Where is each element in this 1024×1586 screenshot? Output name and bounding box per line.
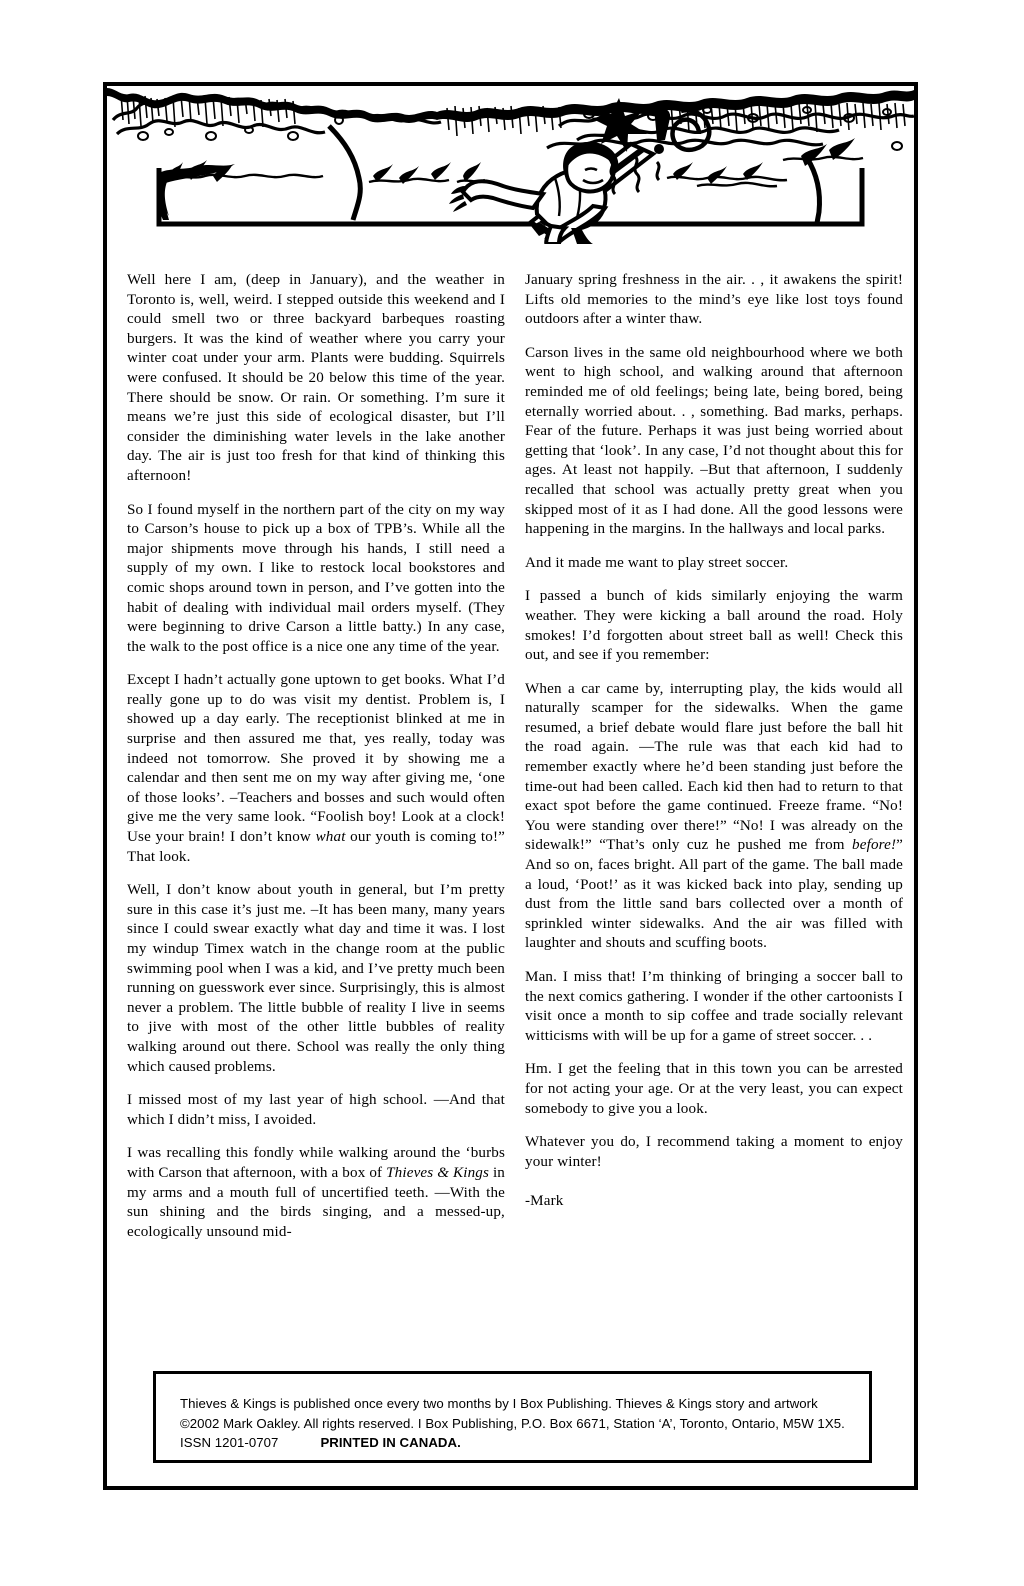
paragraph: Man. I miss that! I’m thinking of bringing a soccer ball to the next comics gathering. I wonder if the other cartoonists I visit once a month to sip coffee and trade socially relevant witticisms with will be up for a game of street soccer. . . — [525, 969, 903, 1044]
article-column-right — [525, 271, 903, 1242]
paragraph: I missed most of my last year of high school. —And that which I didn’t miss, I avoided. — [127, 1092, 505, 1128]
emphasis-what: what — [315, 829, 346, 846]
paragraph: Whatever you do, I recommend taking a moment to enjoy your winter! — [525, 1134, 903, 1170]
paragraph: Well here I am, (deep in January), and the weather in Toronto is, well, weird. I stepped outside this weekend and I could smell two or three backyard barbeques roasting burgers. It was the kind of weather where you carry your winter coat under your arm. Plants were budding. Squirrels were confused. It should be 20 below this time of the year. There should be snow. Or rain. Or something. I’m sure it means we’re just this side of ecological disaster, but I’ll consider the diminishing water levels in the lake another day. The air is just too fresh for that kind of thinking this afternoon! — [127, 272, 505, 484]
paragraph-text-tail: ” And so on, faces bright. All part of the game. The ball made a loud, ‘Poot!’ as it was kicked back into play, sending up dust from the little sand bars collected over a month of sprinkled winter sidewalks. And the air was filled with laughter and shouts and scuffing boots. — [525, 837, 903, 952]
emphasis-before: before! — [852, 837, 897, 854]
colophon-legal-line: Thieves & Kings is published once every two months by I Box Publishing. Thieves & Kings story and artwork ©2002 Mark Oakley. All rights reserved. I Box Publishing, P.O. Box 6671, Station ‘A’, Toronto, Ontario, M5W 1X5. ISSN 1201-0707 — [180, 1396, 845, 1450]
title-thieves-and-kings: Thieves & Kings — [386, 1164, 490, 1181]
article-column-left — [127, 271, 505, 1242]
paragraph: So I found myself in the northern part of the city on my way to Carson’s house to pick up a box of TPB’s. While all the major shipments move through his hands, I still need a supply of my own. I like to restock local bookstores and comic shops around town in person, and I’ve gotten into the habit of dealing with individual mail orders myself. (They were beginning to drive Carson a little batty.) In any case, the walk to the post office is a nice one any time of the year. — [127, 501, 505, 655]
page-border-frame — [103, 82, 918, 1490]
paragraph: January spring freshness in the air. . , it awakens the spirit! Lifts old memories to the mind’s eye like lost toys found outdoors after a winter thaw. — [525, 272, 903, 328]
header-illustration — [107, 86, 914, 244]
paragraph-text-tail: our youth is coming to!” That look. — [127, 829, 506, 865]
paragraph — [127, 671, 505, 867]
colophon-text — [156, 1374, 869, 1453]
paragraph-text: I was recalling this fondly while walking around the ‘burbs with Carson that afternoon, with a box of — [127, 1145, 505, 1181]
boy-tripping-over-plank-drawing — [107, 86, 914, 244]
paragraph-text: When a car came by, interrupting play, the kids would all naturally scamper for the sidewalks. When the game resumed, a brief debate would flare just before the ball hit the road again. —The rule was that each kid had to remember exactly where he’d been standing just before the time-out had been called. Each kid then had to return to that exact spot before the game continued. Freeze frame. “No! You were standing over there!” “No! I was already on the sidewalk!” “That’s only cuz he pushed me from — [525, 680, 903, 854]
printed-in-canada-label: PRINTED IN CANADA. — [320, 1435, 461, 1450]
article-body — [127, 271, 903, 1242]
colophon-box — [153, 1371, 872, 1463]
paragraph: Hm. I get the feeling that in this town you can be arrested for not acting your age. Or at the very least, you can expect somebody to give you a look. — [525, 1061, 903, 1117]
paragraph-text-tail: in my arms and a mouth full of uncertified teeth. —With the sun shining and the birds singing, and a messed-up, ecologically unsound mid- — [127, 1164, 505, 1240]
paragraph-text: Except I hadn’t actually gone uptown to get books. What I’d really gone up to do was visit my dentist. Problem is, I showed up a day early. The receptionist blinked at me in surprise and then assured me that, yes really, today was indeed not tomorrow. She proved it by showing me a calendar and then sent me on my way after giving me, ‘one of those looks’. –Teachers and bosses and such would often give me the very same look. “Foolish boy! Look at a clock! Use your brain! I don’t know — [127, 672, 505, 846]
paragraph: Well, I don’t know about youth in general, but I’m pretty sure in this case it’s just me. –It has been many, many years since I could swear exactly what day and time it was. I lost my windup Timex watch in the change room at the public swimming pool when I was a kid, and I’ve pretty much been running on guesswork ever since. Surprisingly, this is almost never a problem. The little bubble of reality I live in seems to jive with most of the other little bubbles of reality walking around out there. School was really the only thing which caused problems. — [127, 882, 505, 1075]
paragraph: I passed a bunch of kids similarly enjoying the warm weather. They were kicking a ball around the road. Holy smokes! I’d forgotten about street ball as well! Check this out, and see if you remember: — [525, 588, 903, 664]
paragraph — [127, 1144, 505, 1242]
paragraph — [525, 680, 903, 954]
author-signature: -Mark — [525, 1193, 564, 1210]
paragraph: Carson lives in the same old neighbourhood where we both went to high school, and walking around that afternoon reminded me of old feelings; being late, being bored, being eternally worried about. . , something. Bad marks, perhaps. Fear of the future. Perhaps it was just being worried about getting that ‘look’. In any case, I’d not thought about this for ages. At least not happily. –But that afternoon, I suddenly recalled that school was actually pretty great when you skipped most of it as I had done. All the good lessons were happening in the margins. In the hallways and local parks. — [525, 344, 903, 538]
paragraph: And it made me want to play street soccer. — [525, 554, 789, 571]
